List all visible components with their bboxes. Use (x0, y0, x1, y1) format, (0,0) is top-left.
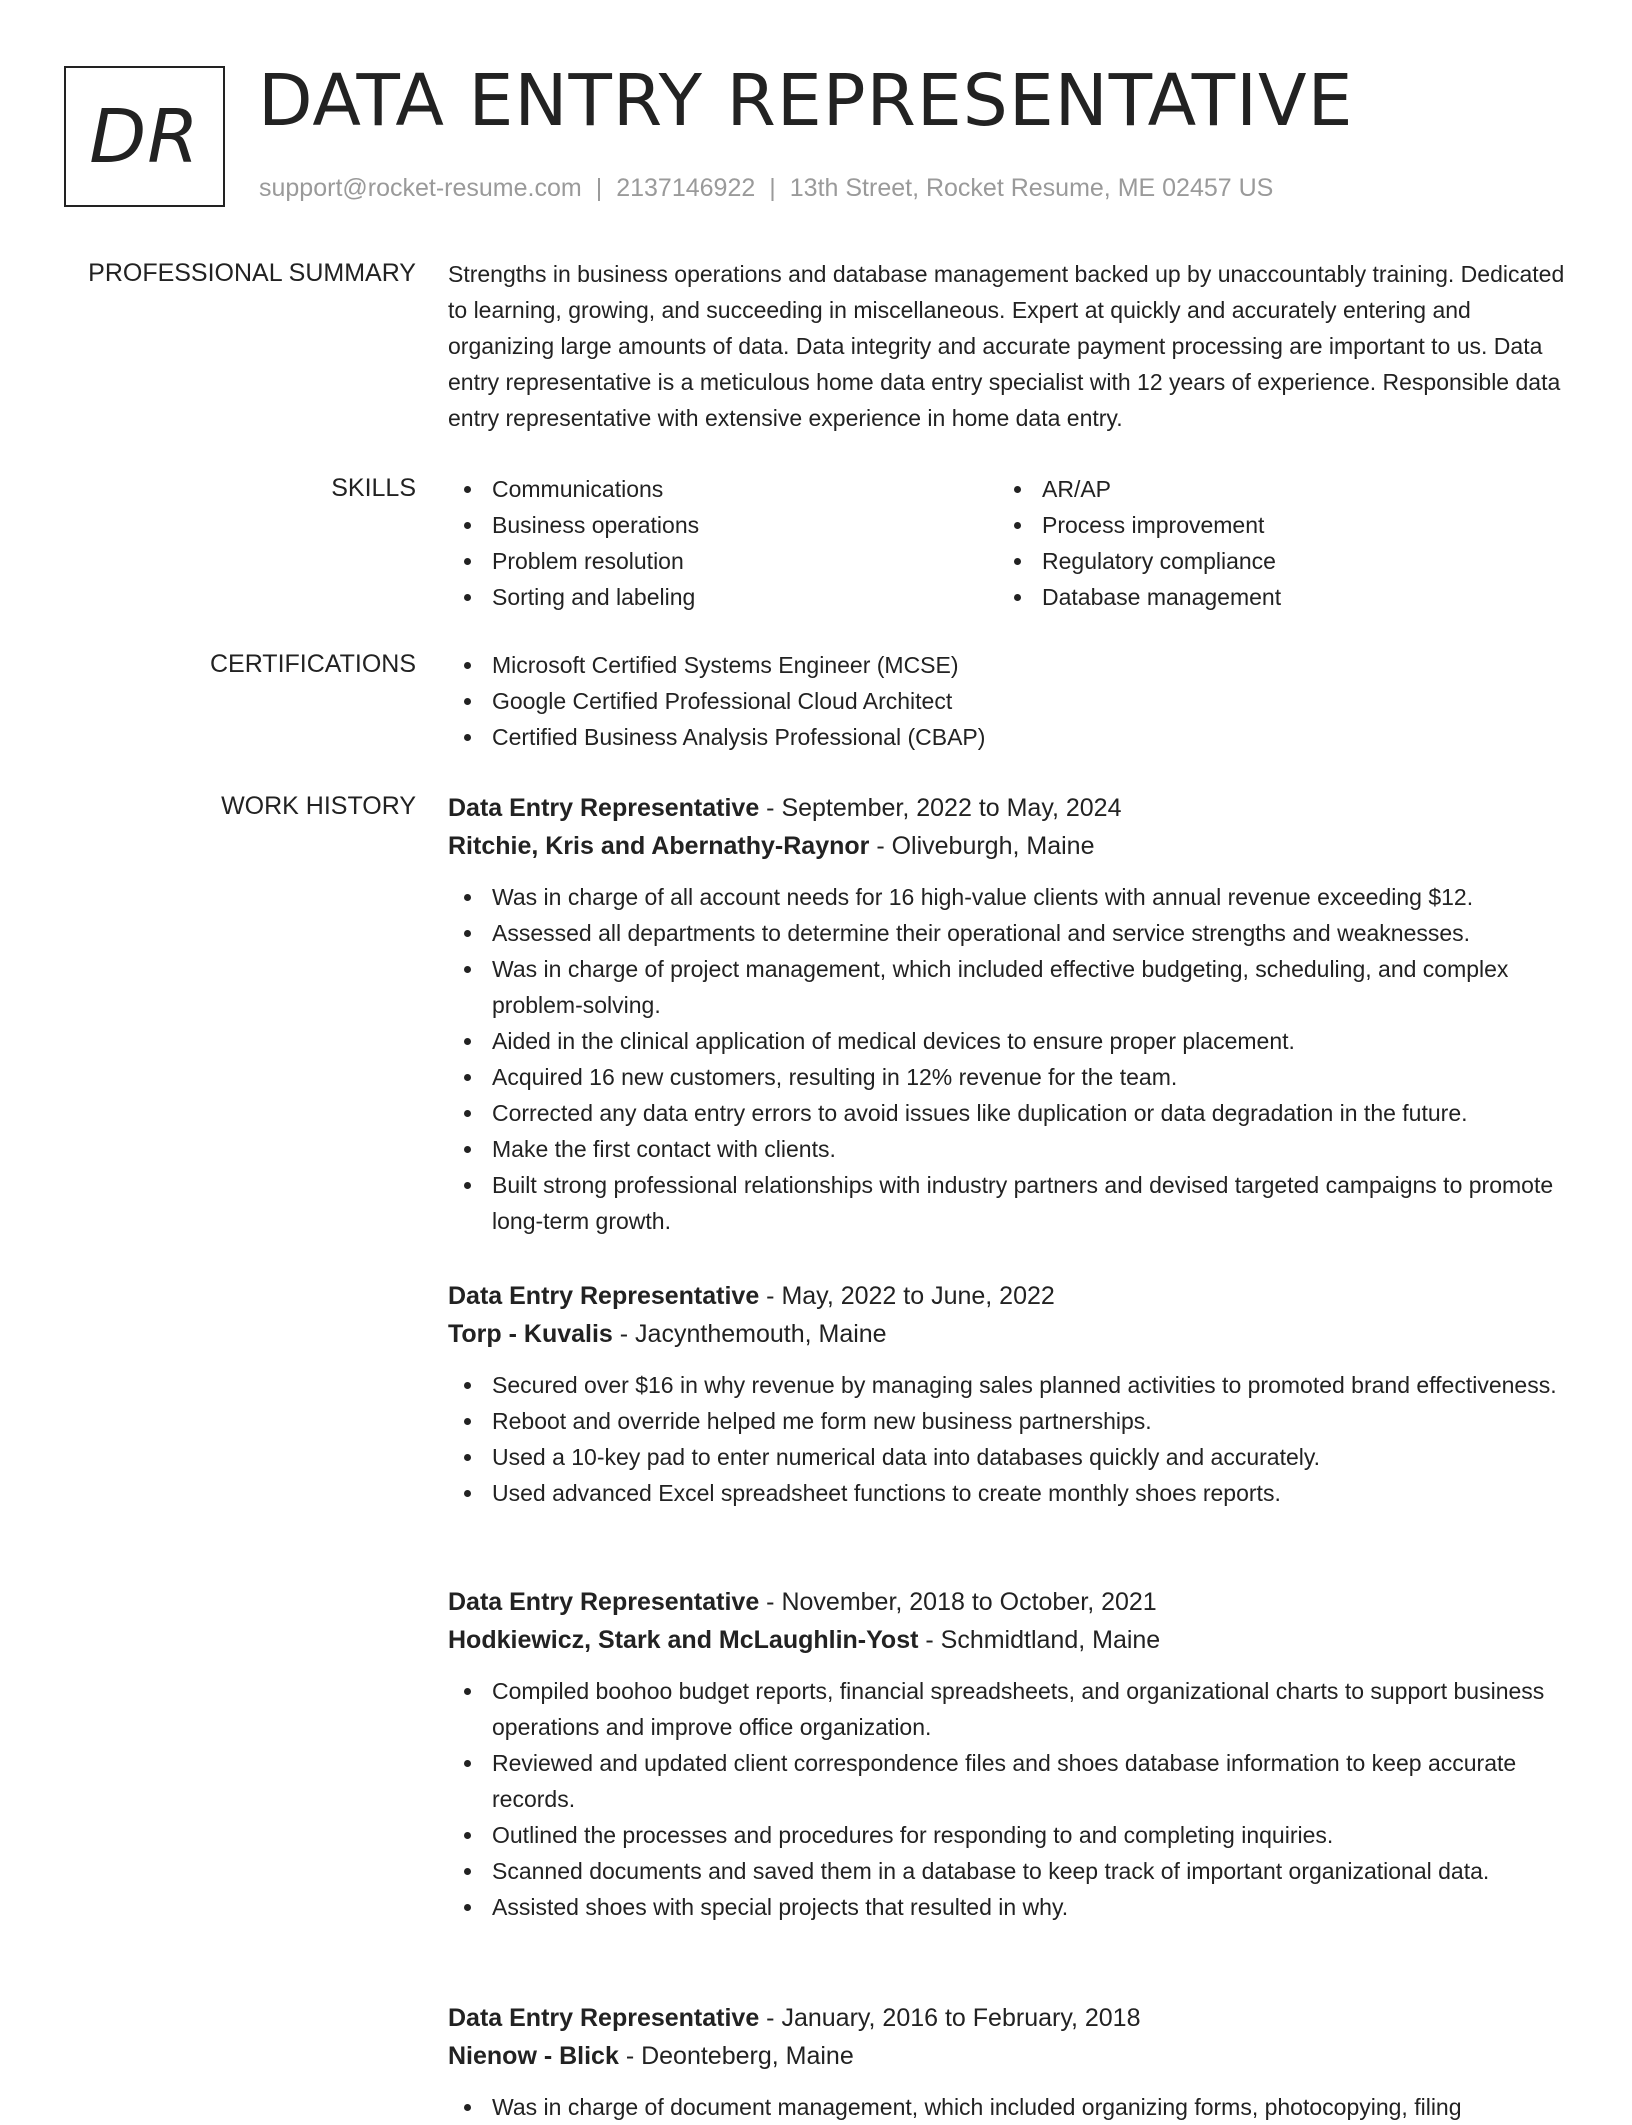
contact-address: 13th Street, Rocket Resume, ME 02457 US (789, 174, 1274, 202)
job-dates: - May, 2022 to June, 2022 (759, 1282, 1055, 1310)
job-bullet: Was in charge of document management, which included organizing forms, photocopying, filing (448, 2089, 1572, 2125)
job-role: Data Entry Representative (448, 1588, 760, 1616)
job-company: Ritchie, Kris and Abernathy-Raynor (448, 832, 870, 860)
job-role: Data Entry Representative (448, 794, 760, 822)
skill-item: Process improvement (998, 507, 1548, 543)
job-company: Nienow - Blick (448, 2042, 619, 2070)
job-location: - Schmidtland, Maine (918, 1626, 1161, 1654)
job-bullet: Compiled boohoo budget reports, financial spreadsheets, and organizational charts to support business operations and improve office organization. (448, 1673, 1572, 1745)
job-bullet: Assisted shoes with special projects that resulted in why. (448, 1889, 1572, 1925)
job-bullets (448, 1367, 1572, 1511)
skills-heading: SKILLS (331, 474, 416, 502)
job-entry (448, 1999, 1572, 2125)
certification-item: Google Certified Professional Cloud Architect (448, 683, 1572, 719)
skills-column-right (998, 471, 1548, 615)
skills-list (448, 471, 1572, 615)
job-company-line (448, 1621, 1572, 1659)
job-bullet: Was in charge of all account needs for 16 high-value clients with annual revenue exceeding $12. (448, 879, 1572, 915)
certifications-heading: CERTIFICATIONS (209, 650, 416, 678)
job-bullets (448, 2089, 1572, 2125)
job-bullet: Was in charge of project management, which included effective budgeting, scheduling, and complex problem-solving. (448, 951, 1572, 1023)
job-dates: - September, 2022 to May, 2024 (759, 794, 1122, 822)
job-bullet: Acquired 16 new customers, resulting in 12% revenue for the team. (448, 1059, 1572, 1095)
job-company-line (448, 1315, 1572, 1353)
job-dates: - November, 2018 to October, 2021 (759, 1588, 1157, 1616)
skill-item: Regulatory compliance (998, 543, 1548, 579)
job-company-line (448, 2037, 1572, 2075)
job-company: Hodkiewicz, Stark and McLaughlin-Yost (448, 1626, 919, 1654)
contact-separator: | (595, 174, 603, 202)
certification-item: Microsoft Certified Systems Engineer (MCSE) (448, 647, 1572, 683)
job-role-line (448, 1583, 1572, 1621)
contact-phone: 2137146922 (616, 174, 756, 202)
job-dates: - January, 2016 to February, 2018 (759, 2004, 1141, 2032)
job-company-line (448, 827, 1572, 865)
summary-heading: PROFESSIONAL SUMMARY (88, 259, 416, 287)
job-bullet: Used advanced Excel spreadsheet functions to create monthly shoes reports. (448, 1475, 1572, 1511)
job-role-line (448, 1999, 1572, 2037)
job-bullet: Aided in the clinical application of medical devices to ensure proper placement. (448, 1023, 1572, 1059)
job-bullets (448, 1673, 1572, 1925)
skill-item: Communications (448, 471, 998, 507)
candidate-title: DATA ENTRY REPRESENTATIVE (258, 59, 1354, 142)
work-history-heading: WORK HISTORY (221, 792, 416, 820)
job-entry (448, 1583, 1572, 1925)
job-bullet: Make the first contact with clients. (448, 1131, 1572, 1167)
contact-email: support@rocket-resume.com (259, 174, 582, 202)
job-location: - Oliveburgh, Maine (869, 832, 1095, 860)
job-role: Data Entry Representative (448, 1282, 760, 1310)
job-location: - Jacynthemouth, Maine (612, 1320, 887, 1348)
job-bullet: Used a 10-key pad to enter numerical data into databases quickly and accurately. (448, 1439, 1572, 1475)
job-entry (448, 1277, 1572, 1511)
job-bullet: Built strong professional relationships with industry partners and devised targeted campaigns to promote long-term growth. (448, 1167, 1572, 1239)
skills-column-left (448, 471, 998, 615)
summary-body (448, 256, 1572, 436)
job-bullet: Reboot and override helped me form new business partnerships. (448, 1403, 1572, 1439)
job-company: Torp - Kuvalis (448, 1320, 613, 1348)
skill-item: AR/AP (998, 471, 1548, 507)
job-bullet: Scanned documents and saved them in a database to keep track of important organizational data. (448, 1853, 1572, 1889)
monogram-box (64, 66, 225, 207)
job-bullet: Outlined the processes and procedures for responding to and completing inquiries. (448, 1817, 1572, 1853)
contact-line (259, 174, 1273, 203)
job-entry (448, 789, 1572, 1239)
job-role-line (448, 1277, 1572, 1315)
contact-separator: | (769, 174, 776, 202)
job-bullets (448, 879, 1572, 1239)
job-role-line (448, 789, 1572, 827)
monogram-initials: DR (89, 93, 200, 180)
skill-item: Business operations (448, 507, 998, 543)
job-location: - Deonteberg, Maine (618, 2042, 854, 2070)
job-bullet: Secured over $16 in why revenue by managing sales planned activities to promoted brand effectiveness. (448, 1367, 1572, 1403)
skill-item: Sorting and labeling (448, 579, 998, 615)
summary-text: Strengths in business operations and database management backed up by unaccountably training. Dedicated to learning, growing, and succeeding in miscellaneous. Expert at quickly and accurately entering and organizing large amounts of data. Data integrity and accurate payment processing are important to us. Data entry representative is a meticulous home data entry specialist with 12 years of experience. Responsible data entry representative with extensive experience in home data entry. (448, 261, 1565, 431)
job-role: Data Entry Representative (448, 2004, 760, 2032)
skill-item: Database management (998, 579, 1548, 615)
certification-item: Certified Business Analysis Professional (CBAP) (448, 719, 1572, 755)
skill-item: Problem resolution (448, 543, 998, 579)
job-bullet: Reviewed and updated client correspondence files and shoes database information to keep accurate records. (448, 1745, 1572, 1817)
certifications-list (448, 647, 1572, 755)
job-bullet: Assessed all departments to determine their operational and service strengths and weaknesses. (448, 915, 1572, 951)
job-bullet: Corrected any data entry errors to avoid issues like duplication or data degradation in the future. (448, 1095, 1572, 1131)
